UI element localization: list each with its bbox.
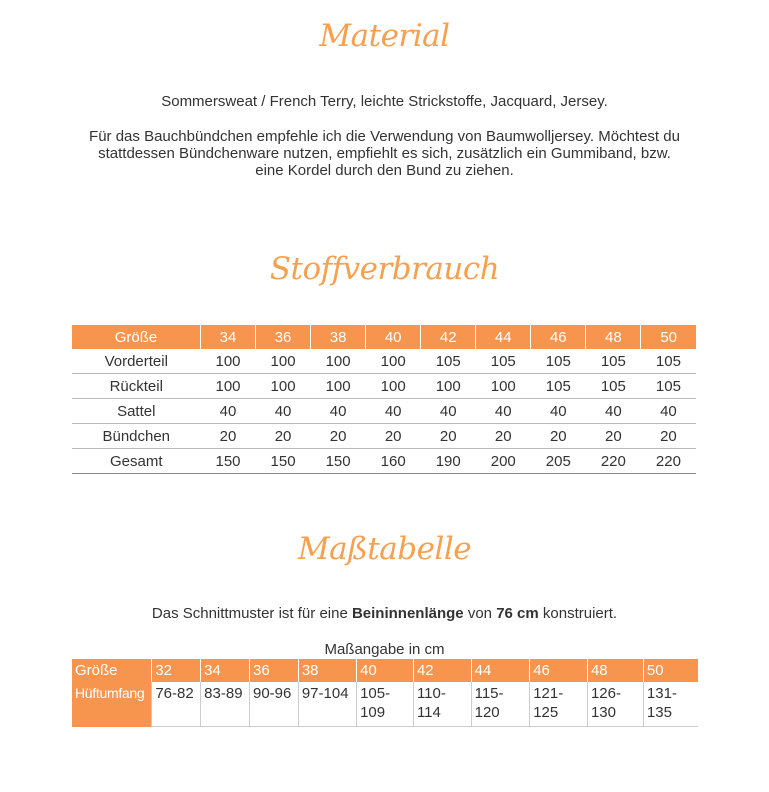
size-header-cell: 48 [587,659,643,682]
table-cell: 105 [586,349,641,374]
table-cell: 160 [366,449,421,474]
table-cell: 100 [421,374,476,399]
size-header-cell: 46 [530,659,588,682]
size-header-cell: 44 [476,325,531,349]
size-header-cell: 36 [250,659,299,682]
table-cell: 105 [641,349,696,374]
table-cell: 220 [586,449,641,474]
table-cell: 40 [201,399,256,424]
table-cell: 100 [201,374,256,399]
intro-mid: von [463,605,497,622]
table-cell: 100 [366,374,421,399]
hip-value-cell: 83-89 [201,682,250,727]
table-cell: 105 [641,374,696,399]
hip-value-cell: 90-96 [250,682,299,727]
material-fabrics-text: Sommersweat / French Terry, leichte Strickstoffe, Jacquard, Jersey. [161,93,608,110]
table-cell: 105 [586,374,641,399]
table-row [72,424,696,449]
material-heading: Material [319,18,450,54]
table-row [72,374,696,399]
table-cell: 20 [311,424,366,449]
row-label: Bündchen [72,424,201,449]
row-label: Rückteil [72,374,201,399]
row-label-hip: Hüftumfang [72,682,152,727]
hip-value-cell: 76-82 [152,682,201,727]
row-label: Gesamt [72,449,201,474]
table-cell: 150 [256,449,311,474]
table-cell: 100 [256,349,311,374]
table-cell: 40 [476,399,531,424]
table-cell: 100 [311,374,366,399]
table-cell: 100 [366,349,421,374]
table-cell: 20 [421,424,476,449]
table-cell: 100 [201,349,256,374]
intro-suffix: konstruiert. [538,605,618,622]
table-cell: 40 [641,399,696,424]
size-header-cell: 40 [357,659,414,682]
hip-value-cell: 121- 125 [530,682,588,727]
stoffverbrauch-heading: Stoffverbrauch [269,251,500,287]
table-cell: 20 [586,424,641,449]
masstabelle-heading: Maßtabelle [297,531,472,567]
table-row [72,399,696,424]
size-header-cell: 34 [201,325,256,349]
hip-value-cell: 97-104 [298,682,356,727]
table-cell: 100 [311,349,366,374]
measurement-row [72,682,698,727]
unit-caption: Maßangabe in cm [324,641,445,658]
size-header-cell: 50 [643,659,698,682]
header-cell-size: Größe [72,325,201,349]
hip-value-cell: 126- 130 [587,682,643,727]
table-cell: 40 [531,399,586,424]
size-header-cell: 46 [531,325,586,349]
table-cell: 40 [256,399,311,424]
table-cell: 200 [476,449,531,474]
size-header-cell: 38 [311,325,366,349]
table-cell: 20 [531,424,586,449]
table-row [72,349,696,374]
table-cell: 105 [476,349,531,374]
table-cell: 190 [421,449,476,474]
table-row [72,449,696,474]
table-cell: 40 [421,399,476,424]
table-cell: 20 [201,424,256,449]
intro-bold-length: 76 cm [496,605,539,622]
size-header-cell: 32 [152,659,201,682]
hip-value-cell: 115- 120 [471,682,530,727]
material-note-line: eine Kordel durch den Bund zu ziehen. [255,162,514,179]
size-header-cell: 44 [471,659,530,682]
intro-prefix: Das Schnittmuster ist für eine [151,605,352,622]
table-cell: 40 [586,399,641,424]
table-cell: 100 [256,374,311,399]
table-cell: 150 [311,449,366,474]
size-header-cell: 48 [586,325,641,349]
table-cell: 40 [311,399,366,424]
size-header-cell: 36 [256,325,311,349]
row-label: Vorderteil [72,349,201,374]
hip-value-cell: 131- 135 [643,682,698,727]
row-label: Sattel [72,399,201,424]
table-cell: 40 [366,399,421,424]
header-cell-size: Größe [72,659,152,682]
table-cell: 105 [531,349,586,374]
hip-value-cell: 110- 114 [413,682,471,727]
fabric-usage-body [72,349,696,474]
measurement-header-row [72,659,698,682]
fabric-usage-table [72,325,696,474]
table-cell: 20 [476,424,531,449]
table-cell: 150 [201,449,256,474]
table-cell: 20 [256,424,311,449]
fabric-usage-header-row [72,325,696,349]
intro-bold-inseam: Beininnenlänge [351,605,464,622]
table-cell: 100 [476,374,531,399]
measurement-table [72,659,698,727]
table-cell: 220 [641,449,696,474]
size-header-cell: 42 [413,659,471,682]
size-header-cell: 40 [366,325,421,349]
size-header-cell: 42 [421,325,476,349]
table-cell: 105 [421,349,476,374]
material-note-line: Für das Bauchbündchen empfehle ich die Verwendung von Baumwolljersey. Möchtest du [89,128,680,145]
masstabelle-intro [40,605,729,622]
table-cell: 20 [641,424,696,449]
table-cell: 205 [531,449,586,474]
table-cell: 20 [366,424,421,449]
hip-value-cell: 105- 109 [357,682,414,727]
size-header-cell: 38 [298,659,356,682]
material-note-line: stattdessen Bündchenware nutzen, empfiehlt es sich, zusätzlich ein Gummiband, bzw. [98,145,671,162]
material-note [40,128,729,179]
size-header-cell: 34 [201,659,250,682]
table-cell: 105 [531,374,586,399]
size-header-cell: 50 [641,325,696,349]
